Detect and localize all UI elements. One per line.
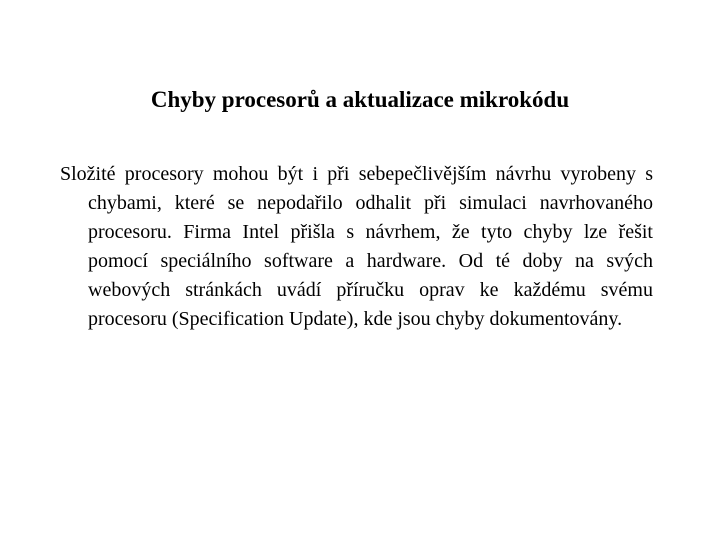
slide-title: Chyby procesorů a aktualizace mikrokódu (150, 87, 570, 112)
slide-body-text: Složité procesory mohou být i při sebepečlivějším návrhu vyrobeny s chybami, které se nepodařilo odhalit při simulaci navrhovaného procesoru. Firma Intel přišla s návrhem, že tyto chyby lze řešit pomocí speciálního software a hardware. Od té doby na svých webových stránkách uvádí příručku oprav ke každému svému procesoru (Specification Update), kde jsou chyby dokumentovány. (60, 163, 653, 330)
